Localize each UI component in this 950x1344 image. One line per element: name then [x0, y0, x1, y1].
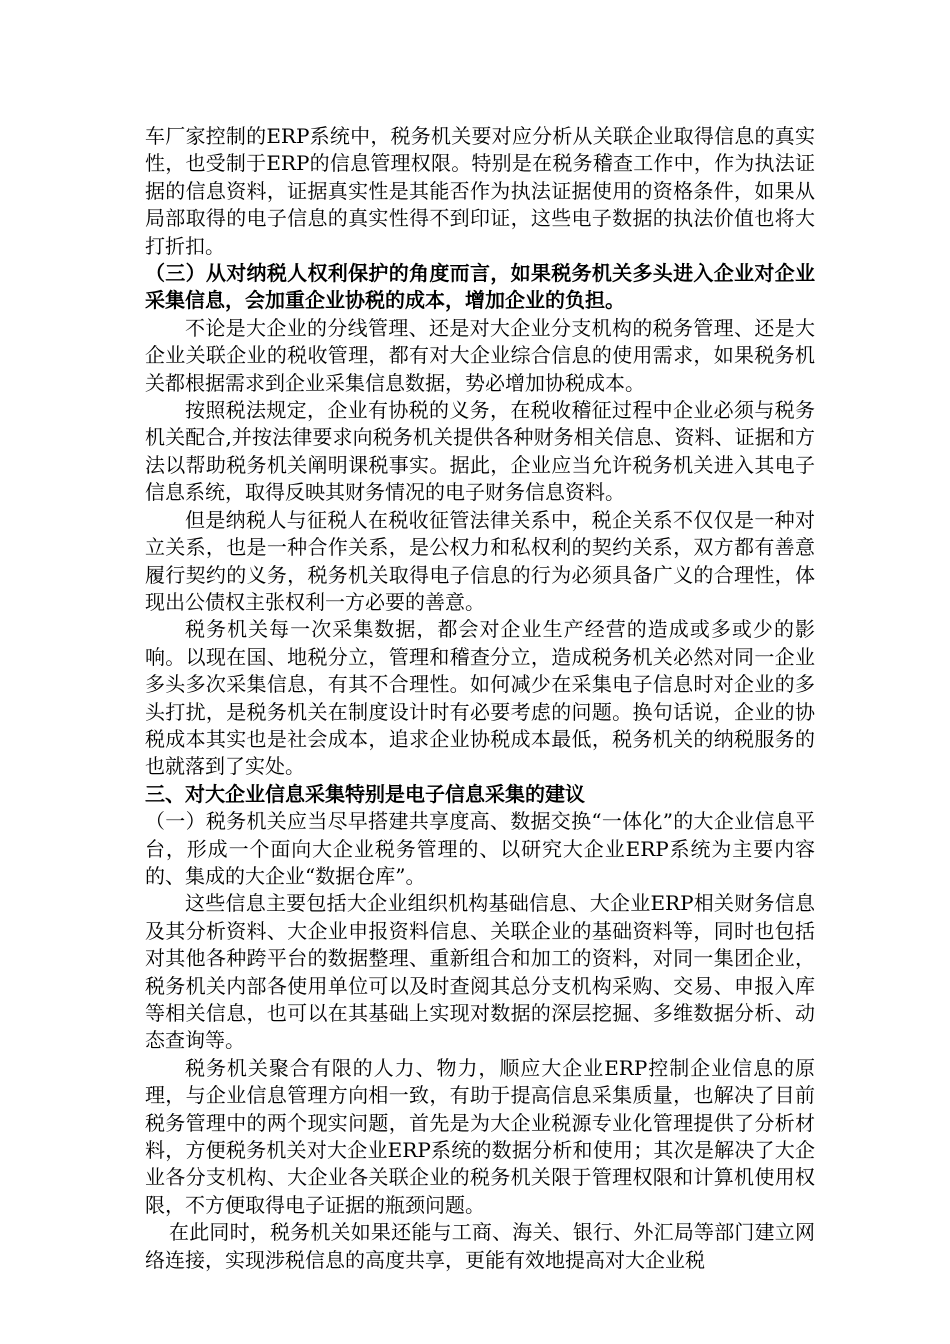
body-paragraph: 不论是大企业的分线管理、还是对大企业分支机构的税务管理、还是大企业关联企业的税收管理，都有对大企业综合信息的使用需求，如果税务机关都根据需求到企业采集信息数据，势必增加协税成本。: [145, 315, 815, 395]
body-paragraph: 这些信息主要包括大企业组织机构基础信息、大企业ERP相关财务信息及其分析资料、大企业申报资料信息、关联企业的基础资料等，同时也包括对其他各种跨平台的数据整理、重新组合和加工的资料，对同一集团企业，税务机关内部各使用单位可以及时查阅其总分支机构采购、交易、申报入库等相关信息，也可以在其基础上实现对数据的深层挖掘、多维数据分析、动态查询等。: [145, 891, 815, 1053]
section-heading: （三）从对纳税人权利保护的角度而言，如果税务机关多头进入企业对企业采集信息，会加重企业协税的成本，增加企业的负担。: [145, 261, 815, 313]
body-paragraph: 税务机关每一次采集数据，都会对企业生产经营的造成或多或少的影响。以现在国、地税分立，管理和稽查分立，造成税务机关必然对同一企业多头多次采集信息，有其不合理性。如何减少在采集电子信息时对企业的多头打扰，是税务机关在制度设计时有必要考虑的问题。换句话说，企业的协税成本其实也是社会成本，追求企业协税成本最低，税务机关的纳税服务的也就落到了实处。: [145, 617, 815, 779]
body-paragraph: 在此同时，税务机关如果还能与工商、海关、银行、外汇局等部门建立网络连接，实现涉税信息的高度共享，更能有效地提高对大企业税: [145, 1220, 815, 1272]
body-paragraph: 但是纳税人与征税人在税收征管法律关系中，税企关系不仅仅是一种对立关系，也是一种合作关系，是公权力和私权利的契约关系，双方都有善意履行契约的义务，税务机关取得电子信息的行为必须具备广义的合理性，体现出公债权主张权利一方必要的善意。: [145, 507, 815, 614]
body-paragraph: （一）税务机关应当尽早搭建共享度高、数据交换“一体化”的大企业信息平台，形成一个面向大企业税务管理的、以研究大企业ERP系统为主要内容的、集成的大企业“数据仓库”。: [145, 809, 815, 888]
document-body: [145, 123, 815, 1274]
body-paragraph: 按照税法规定，企业有协税的义务，在税收稽征过程中企业必须与税务机关配合,并按法律要求向税务机关提供各种财务相关信息、资料、证据和方法以帮助税务机关阐明课税事实。据此，企业应当允许税务机关进入其电子信息系统，取得反映其财务情况的电子财务信息资料。: [145, 398, 815, 505]
body-paragraph: 车厂家控制的ERP系统中，税务机关要对应分析从关联企业取得信息的真实性，也受制于ERP的信息管理权限。特别是在税务稽查工作中，作为执法证据的信息资料，证据真实性是其能否作为执法证据使用的资格条件，如果从局部取得的电子信息的真实性得不到印证，这些电子数据的执法价值也将大打折扣。: [145, 124, 815, 258]
body-paragraph: 税务机关聚合有限的人力、物力，顺应大企业ERP控制企业信息的原理，与企业信息管理方向相一致，有助于提高信息采集质量，也解决了目前税务管理中的两个现实问题，首先是为大企业税源专业化管理提供了分析材料，方便税务机关对大企业ERP系统的数据分析和使用；其次是解决了大企业各分支机构、大企业各关联企业的税务机关限于管理权限和计算机使用权限，不方便取得电子证据的瓶颈问题。: [145, 1055, 815, 1217]
section-heading: 三、对大企业信息采集特别是电子信息采集的建议: [145, 781, 585, 806]
